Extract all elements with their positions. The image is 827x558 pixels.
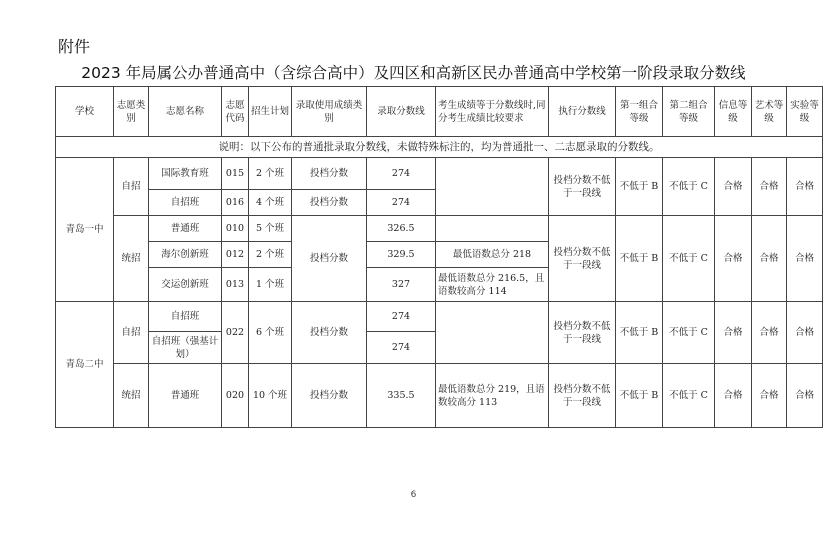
- header-info: 信息等级: [715, 87, 752, 137]
- score-type-cell: 投档分数: [292, 190, 367, 216]
- group1-cell: 不低于 B: [616, 302, 663, 364]
- header-score-type: 录取使用成绩类别: [292, 87, 367, 137]
- exec-line-cell: 投档分数不低于一段线: [549, 216, 616, 302]
- attachment-label: 附件: [58, 37, 91, 56]
- cutoff-cell: 274: [367, 302, 436, 332]
- tie-rule-cell: [436, 216, 549, 242]
- category-cell: 自招: [114, 158, 149, 216]
- group2-cell: 不低于 C: [663, 158, 715, 216]
- admission-score-table: [55, 86, 823, 428]
- info-cell: 合格: [715, 302, 752, 364]
- school-cell: 青岛二中: [56, 302, 114, 428]
- header-exec-line: 执行分数线: [549, 87, 616, 137]
- exec-line-cell: 投档分数不低于一段线: [549, 158, 616, 216]
- info-cell: 合格: [715, 364, 752, 428]
- group2-cell: 不低于 C: [663, 302, 715, 364]
- table-row: [56, 302, 823, 332]
- name-cell: 交运创新班: [149, 268, 222, 302]
- header-name: 志愿名称: [149, 87, 222, 137]
- cutoff-cell: 326.5: [367, 216, 436, 242]
- cutoff-cell: 335.5: [367, 364, 436, 428]
- cutoff-cell: 274: [367, 158, 436, 190]
- group2-cell: 不低于 C: [663, 364, 715, 428]
- code-cell: 012: [222, 242, 249, 268]
- header-group1: 第一组合等级: [616, 87, 663, 137]
- lab-cell: 合格: [787, 158, 823, 216]
- header-row: [56, 87, 823, 137]
- name-cell: 自招班: [149, 302, 222, 332]
- category-cell: 统招: [114, 364, 149, 428]
- name-cell: 国际教育班: [149, 158, 222, 190]
- art-cell: 合格: [752, 158, 787, 216]
- cutoff-cell: 327: [367, 268, 436, 302]
- code-cell: 022: [222, 302, 249, 364]
- cutoff-cell: 329.5: [367, 242, 436, 268]
- group2-cell: 不低于 C: [663, 216, 715, 302]
- tie-rule-cell: [436, 158, 549, 216]
- header-category: 志愿类别: [114, 87, 149, 137]
- tie-rule-cell: 最低语数总分 219，且语数较高分 113: [436, 364, 549, 428]
- tie-rule-cell: [436, 302, 549, 364]
- code-cell: 015: [222, 158, 249, 190]
- group1-cell: 不低于 B: [616, 216, 663, 302]
- name-cell: 普通班: [149, 216, 222, 242]
- code-cell: 013: [222, 268, 249, 302]
- info-cell: 合格: [715, 158, 752, 216]
- plan-cell: 2 个班: [249, 158, 292, 190]
- code-cell: 016: [222, 190, 249, 216]
- info-cell: 合格: [715, 216, 752, 302]
- exec-line-cell: 投档分数不低于一段线: [549, 302, 616, 364]
- score-type-cell: 投档分数: [292, 364, 367, 428]
- category-cell: 自招: [114, 302, 149, 364]
- page-number: 6: [410, 490, 417, 500]
- plan-cell: 4 个班: [249, 190, 292, 216]
- lab-cell: 合格: [787, 216, 823, 302]
- header-school: 学校: [56, 87, 114, 137]
- category-cell: 统招: [114, 216, 149, 302]
- header-lab: 实验等级: [787, 87, 823, 137]
- art-cell: 合格: [752, 216, 787, 302]
- code-cell: 020: [222, 364, 249, 428]
- cutoff-cell: 274: [367, 332, 436, 364]
- page-title: 2023 年局属公办普通高中（含综合高中）及四区和高新区民办普通高中学校第一阶段录取分数线: [81, 64, 746, 82]
- tie-rule-cell: 最低语数总分 216.5，且语数较高分 114: [436, 268, 549, 302]
- group1-cell: 不低于 B: [616, 158, 663, 216]
- cutoff-cell: 274: [367, 190, 436, 216]
- plan-cell: 10 个班: [249, 364, 292, 428]
- table-note: 说明：以下公布的普通批录取分数线，未做特殊标注的，均为普通批一、二志愿录取的分数线。: [56, 137, 823, 158]
- header-cutoff: 录取分数线: [367, 87, 436, 137]
- plan-cell: 6 个班: [249, 302, 292, 364]
- plan-cell: 5 个班: [249, 216, 292, 242]
- lab-cell: 合格: [787, 364, 823, 428]
- tie-rule-cell: 最低语数总分 218: [436, 242, 549, 268]
- header-art: 艺术等级: [752, 87, 787, 137]
- score-type-cell: 投档分数: [292, 302, 367, 364]
- school-cell: 青岛一中: [56, 158, 114, 302]
- table-row: [56, 158, 823, 190]
- plan-cell: 2 个班: [249, 242, 292, 268]
- name-cell: 海尔创新班: [149, 242, 222, 268]
- header-group2: 第二组合等级: [663, 87, 715, 137]
- score-type-cell: 投档分数: [292, 158, 367, 190]
- header-tie-rule: 考生成绩等于分数线时,同分考生成绩比较要求: [436, 87, 549, 137]
- lab-cell: 合格: [787, 302, 823, 364]
- note-row: [56, 137, 823, 158]
- plan-cell: 1 个班: [249, 268, 292, 302]
- header-plan: 招生计划: [249, 87, 292, 137]
- art-cell: 合格: [752, 302, 787, 364]
- name-cell: 普通班: [149, 364, 222, 428]
- table-row: [56, 364, 823, 428]
- group1-cell: 不低于 B: [616, 364, 663, 428]
- name-cell: 自招班: [149, 190, 222, 216]
- header-code: 志愿代码: [222, 87, 249, 137]
- art-cell: 合格: [752, 364, 787, 428]
- name-cell: 自招班（强基计划）: [149, 332, 222, 364]
- exec-line-cell: 投档分数不低于一段线: [549, 364, 616, 428]
- table-row: [56, 216, 823, 242]
- score-type-cell: 投档分数: [292, 216, 367, 302]
- code-cell: 010: [222, 216, 249, 242]
